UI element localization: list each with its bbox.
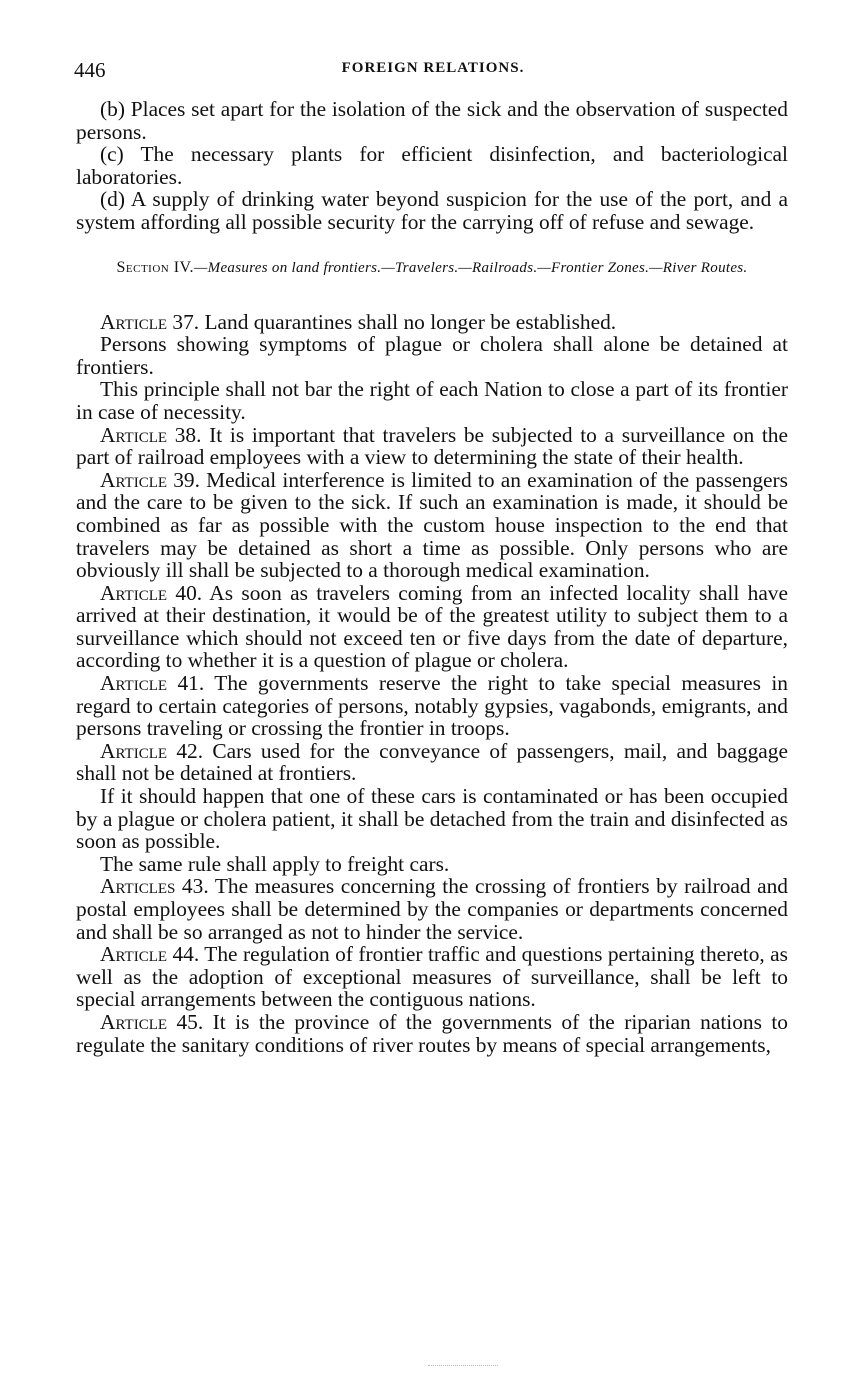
- article-lead: Article: [100, 309, 168, 334]
- paragraph-42-freight: [76, 853, 788, 876]
- paragraph-text: 45. It is the province of the governments of the riparian nations to regulate the sanitary conditions of river routes by means of special arrangements,: [76, 1009, 788, 1057]
- article-lead: Article: [100, 422, 168, 447]
- paragraph-article-45: [76, 1011, 788, 1056]
- paragraph-text: 42. Cars used for the conveyance of passengers, mail, and baggage shall not be detained at frontiers.: [76, 738, 788, 786]
- paragraph-article-41: [76, 672, 788, 740]
- running-title: FOREIGN RELATIONS.: [341, 60, 525, 76]
- paragraph-article-37: [76, 311, 788, 334]
- intro-item-b: (b) Places set apart for the isolation of the sick and the observation of suspected persons.: [76, 97, 788, 144]
- paragraph-article-43: [76, 875, 788, 943]
- article-lead: Article: [100, 580, 168, 605]
- paragraph-text: 37. Land quarantines shall no longer be established.: [167, 309, 617, 334]
- paragraph-text: 38. It is important that travelers be subjected to a surveillance on the part of railroad employees with a view to determining the state of their health.: [76, 422, 788, 470]
- paragraph-text: 40. As soon as travelers coming from an infected locality shall have arrived at their destination, it would be of the greatest utility to subject them to a surveillance which should not exceed ten or five days from the date of departure, according to whether it is a question of plague or cholera.: [76, 580, 788, 673]
- running-header: [74, 58, 792, 82]
- paragraph-article-44: [76, 943, 788, 1011]
- article-lead: Article: [100, 467, 168, 492]
- paragraph-text: If it should happen that one of these cars is contaminated or has been occupied by a plague or cholera patient, it shall be detached from the train and disinfected as soon as possible.: [76, 784, 788, 854]
- paragraph-text: 43. The measures concerning the crossing of frontiers by railroad and postal employees shall be determined by the companies or departments concerned and shall be so arranged as not to hinder the service.: [76, 874, 788, 944]
- paragraph-article-38: [76, 424, 788, 469]
- paragraph-article-40: [76, 582, 788, 672]
- page-body: [76, 98, 788, 1056]
- article-lead: Article: [100, 671, 168, 696]
- section-title: —Measures on land frontiers.—Travelers.—Railroads.—Frontier Zones.—River Routes.: [194, 259, 748, 276]
- paragraph-text: The same rule shall apply to freight cars.: [100, 851, 450, 876]
- article-lead: Article: [100, 942, 168, 967]
- intro-item-d: (d) A supply of drinking water beyond suspicion for the use of the port, and a system affording all possible security for the carrying off of refuse and sewage.: [76, 187, 788, 234]
- page-number: 446: [74, 58, 106, 82]
- article-lead: Article: [100, 1009, 168, 1034]
- section-heading: [76, 259, 788, 277]
- paragraph-text: 39. Medical interference is limited to an examination of the passengers and the care to be given to the sick. If such an examination is made, it should be combined as far as possible with the custom house inspection to the end that travelers may be detained as short a time as possible. Only persons who are obviously ill shall be subjected to a thorough medical examination.: [76, 467, 788, 583]
- paragraph-text: 41. The governments reserve the right to take special measures in regard to certain categories of persons, notably gypsies, vagabonds, emigrants, and persons traveling or crossing the frontier in troops.: [76, 671, 788, 741]
- paragraph-text: This principle shall not bar the right of each Nation to close a part of its frontier in case of necessity.: [76, 377, 788, 424]
- paragraph-article-39: [76, 469, 788, 582]
- paragraph-37-detention: [76, 333, 788, 378]
- paragraph-text: Persons showing symptoms of plague or cholera shall alone be detained at frontiers.: [76, 332, 788, 379]
- paragraph-text: 44. The regulation of frontier traffic and questions pertaining thereto, as well as the adoption of exceptional measures of surveillance, shall be left to special arrangements between the contiguous nations.: [76, 942, 788, 1012]
- paragraph-37-principle: [76, 378, 788, 423]
- paragraph-42-contaminated: [76, 785, 788, 853]
- paragraph-article-42: [76, 740, 788, 785]
- section-label: Section IV.: [116, 258, 195, 276]
- scan-smudge: [428, 1365, 498, 1370]
- intro-item-c: (c) The necessary plants for efficient disinfection, and bacteriological laboratories.: [76, 142, 788, 189]
- article-lead: Article: [100, 738, 168, 763]
- article-lead: Articles: [100, 874, 176, 899]
